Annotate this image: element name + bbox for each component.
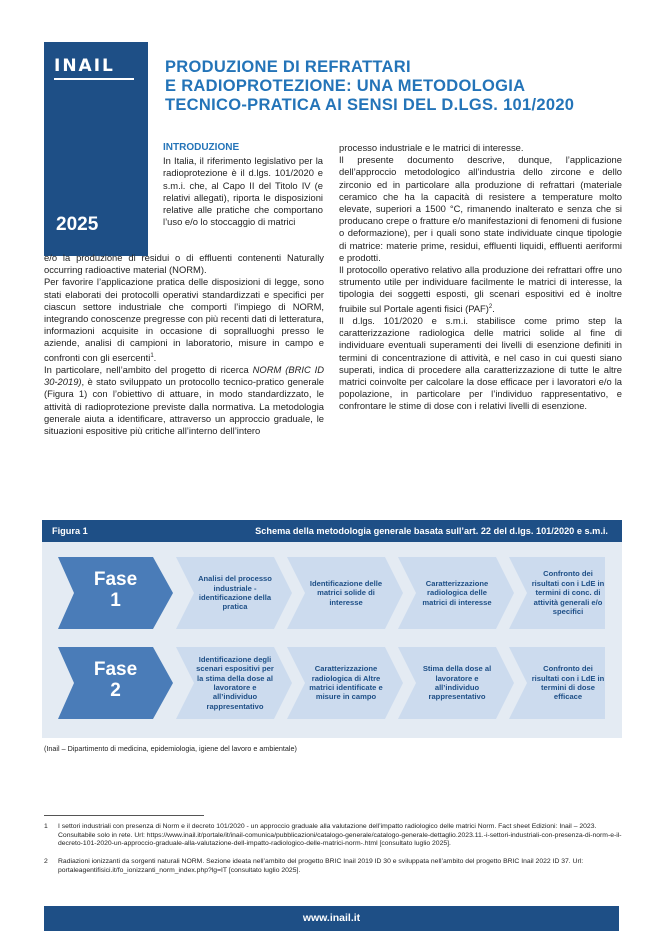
intro-heading: INTRODUZIONE (163, 142, 240, 153)
publication-year: 2025 (56, 214, 99, 235)
intro-paragraph-3-b: , è stato sviluppato un protocollo tecnico-pratico generale (Figura 1) con l’obiettivo di attuare, in modo standardizzato, le attività di radioprotezione previste dalla normativa. La metodologia generale aiuta a identificare, attraverso un approccio graduale, le situazioni espositive più critiche all’interno dell’intero (44, 376, 324, 436)
step-chevron (509, 647, 625, 719)
step-label: Analisi del processo industriale - identificazione della pratica (198, 574, 272, 612)
title-line-1: PRODUZIONE DI REFRATTARI (165, 58, 411, 76)
phase-word: Fase (93, 569, 138, 590)
phase-number: 1 (110, 590, 121, 611)
footnote-text: I settori industriali con presenza di Norm e il decreto 101/2020 - un approccio graduale alla valutazione dell’impatto radiologico delle matrici Norm. Fact sheet Edizioni: Inail – 2023. Consultabile solo in rete. Url: https://www.inail.it/portale/it/inail-comunica/pubblicazioni/catalogo-generale/catalogo-generale-dettaglio.2023.11.-i-settori-industriali-con-presenza-di-norm-e-il-decreto-101-2020-un-approccio-graduale-alla-valutazione-dell-impatto-radiologico-delle-matrici-norm-.html [consultato luglio 2025]. (58, 823, 622, 848)
step-chevron (398, 647, 514, 719)
right-paragraph-4: Il d.lgs. 101/2020 e s.m.i. stabilisce come primo step la caratterizzazione radiologica delle matrici solide al fine di individuare eventuali superamenti dei livelli di esenzione definiti in termini di concentrazione di attività, e nel caso in cui questi siano superati, indica di procedere alla caratterizzazione di tutte le altre matrici coinvolte per calcolare la dose efficace per i lavoratori e/o la popolazione, in particolare per l’individuo rappresentativo, e confrontare le stime di dose con i relativi livelli di esenzione. (339, 314, 622, 412)
intro-paragraph-1-start: In Italia, il riferimento legislativo per la radioprotezione è il d.lgs. 101/2020 e s.m.i. che, al Capo II del Titolo IV (e relativi allegati), riporta le disposizioni relative alle pratiche che comportano l’uso e/o lo stoccaggio di matrici (163, 155, 323, 228)
step-label: Caratterizzazione radiologica delle matrici di interesse (422, 578, 492, 607)
step-label: Confronto dei risultati con i LdE in termini di conc. di attività generali e/o specifici (531, 569, 605, 617)
page-title (165, 58, 625, 115)
footnote-text: Radiazioni ionizzanti da sorgenti naturali NORM. Sezione ideata nell’ambito del progetto BRIC Inail 2019 ID 30 e sviluppata nell’ambito del progetto BRIC Inail 2022 ID 37. Url: portaleagentifisici.it/fo_ionizzanti_norm_index.php?lg=IT [consultato luglio 2025]. (58, 858, 584, 874)
title-line-2: E RADIOPROTEZIONE: UNA METODOLOGIA (165, 77, 526, 95)
project-name: NORM (BRIC ID 30-2019) (44, 363, 324, 388)
figure-source: (Inail – Dipartimento di medicina, epidemiologia, igiene del lavoro e ambientale) (44, 744, 297, 753)
figure-header (42, 520, 622, 542)
footnote-1 (44, 823, 629, 849)
figure-caption: Schema della metodologia generale basata sull’art. 22 del d.lgs. 101/2020 e s.m.i. (255, 526, 608, 536)
intro-paragraph-3-a: In particolare, nell’ambito del progetto di ricerca (44, 363, 253, 375)
step-chevron (287, 557, 403, 629)
phase-word: Fase (93, 659, 138, 680)
phase-arrow-2 (58, 647, 173, 719)
footnote-ref-2[interactable]: 2 (488, 303, 493, 310)
step-label: Stima della dose al lavoratore e all’individuo rappresentativo (422, 664, 492, 702)
footer-link[interactable]: www.inail.it (44, 906, 619, 931)
right-paragraph-3-text: Il protocollo operativo relativo alla produzione dei refrattari offre uno strumento utile per individuare facilmente le matrici di interesse, la tipologia dei soggetti esposti, gli scenari espositivi ed è inoltre fruibile sul Portale agenti fisici (PAF) (339, 264, 622, 314)
phase-number: 2 (110, 680, 121, 701)
figure-label: Figura 1 (52, 526, 88, 536)
intro-paragraph-2-text: Per favorire l’applicazione pratica delle disposizioni di legge, sono stati elaborati dei protocolli operativi standardizzati e specifici per ciascun settore industriale che comporti l’impiego di NORM, integrando conoscenze pregresse con più recenti dati di letteratura, informazioni acquisite in occasione di sopralluoghi presso le aziende, analisi di campioni in laboratorio, misure in campo e confronti con gli esercenti (44, 276, 324, 363)
phase-row-1 (58, 557, 606, 629)
footnote-divider (44, 815, 204, 816)
step-chevron (398, 557, 514, 629)
footnote-ref-1[interactable]: 1 (150, 352, 154, 359)
right-paragraph-1: processo industriale e le matrici di interesse. (339, 142, 524, 153)
title-line-3: TECNICO-PRATICA AI SENSI DEL D.LGS. 101/2020 (165, 96, 575, 114)
step-label: Identificazione degli scenari espositivi per la stima della dose al lavoratore e all’individuo rappresentativo (196, 654, 274, 711)
inail-logo: INAIL (54, 56, 115, 76)
step-label: Caratterizzazione radiologica di Altre matrici identificate e misure in campo (309, 664, 383, 702)
step-chevron (287, 647, 403, 719)
phase-row-2 (58, 647, 606, 719)
logo-underline (54, 78, 134, 80)
step-chevron (176, 557, 292, 629)
step-chevron (509, 557, 625, 629)
step-label: Confronto dei risultati con i LdE in termini di dose efficace (531, 664, 605, 702)
intro-paragraph-3 (44, 364, 324, 437)
step-label: Identificazione delle matrici solide di interesse (309, 578, 383, 607)
right-paragraph-2: Il presente documento descrive, dunque, l’applicazione dell’approccio metodologico all’industria dello zircone e dello zirconio ed in particolare alla produzione di refrattari (materiale ceramico che ha la capacità di resistere a temperature molto elevate, superiori a 1500 °C, rimanendo inalterato e senza che si producano crepe o fratture e/o manifestazioni di fenomeni di fusione o deformazione), per i quali sono state individuate cinque tipologie di matrice: materie prime, residui, effluenti liquidi, effluenti aeriformi e prodotti. (339, 154, 622, 263)
phase-arrow-1 (58, 557, 173, 629)
brand-sidebar (44, 42, 148, 256)
footnote-2 (44, 858, 629, 875)
footnote-number: 1 (44, 823, 48, 830)
right-column (339, 142, 622, 413)
step-chevron (176, 647, 292, 719)
intro-paragraph-1-end: e/o la produzione di residui o di effluenti contenenti Naturally occurring radioactive material (NORM). (44, 252, 324, 276)
intro-column-bottom (44, 252, 324, 437)
footnote-number: 2 (44, 858, 48, 865)
intro-paragraph-2: Per favorire l’applicazione pratica delle disposizioni di legge, sono stati elaborati dei protocolli operativi standardizzati e specifici per ciascun settore industriale che comporti l’impiego di NORM, integrando conoscenze pregresse con più recenti dati di letteratura, informazioni acquisite in occasione di sopralluoghi presso le aziende, analisi di campioni in laboratorio, misure in campo e confronti con gli esercenti$^1$. (44, 276, 324, 363)
right-paragraph-3: Il protocollo operativo relativo alla produzione dei refrattari offre uno strumento utile per individuare facilmente le matrici di interesse, la tipologia dei soggetti esposti, gli scenari espositivi ed è inoltre fruibile sul Portale agenti fisici (PAF)$^2$. (339, 264, 622, 314)
intro-column-top (163, 142, 323, 228)
